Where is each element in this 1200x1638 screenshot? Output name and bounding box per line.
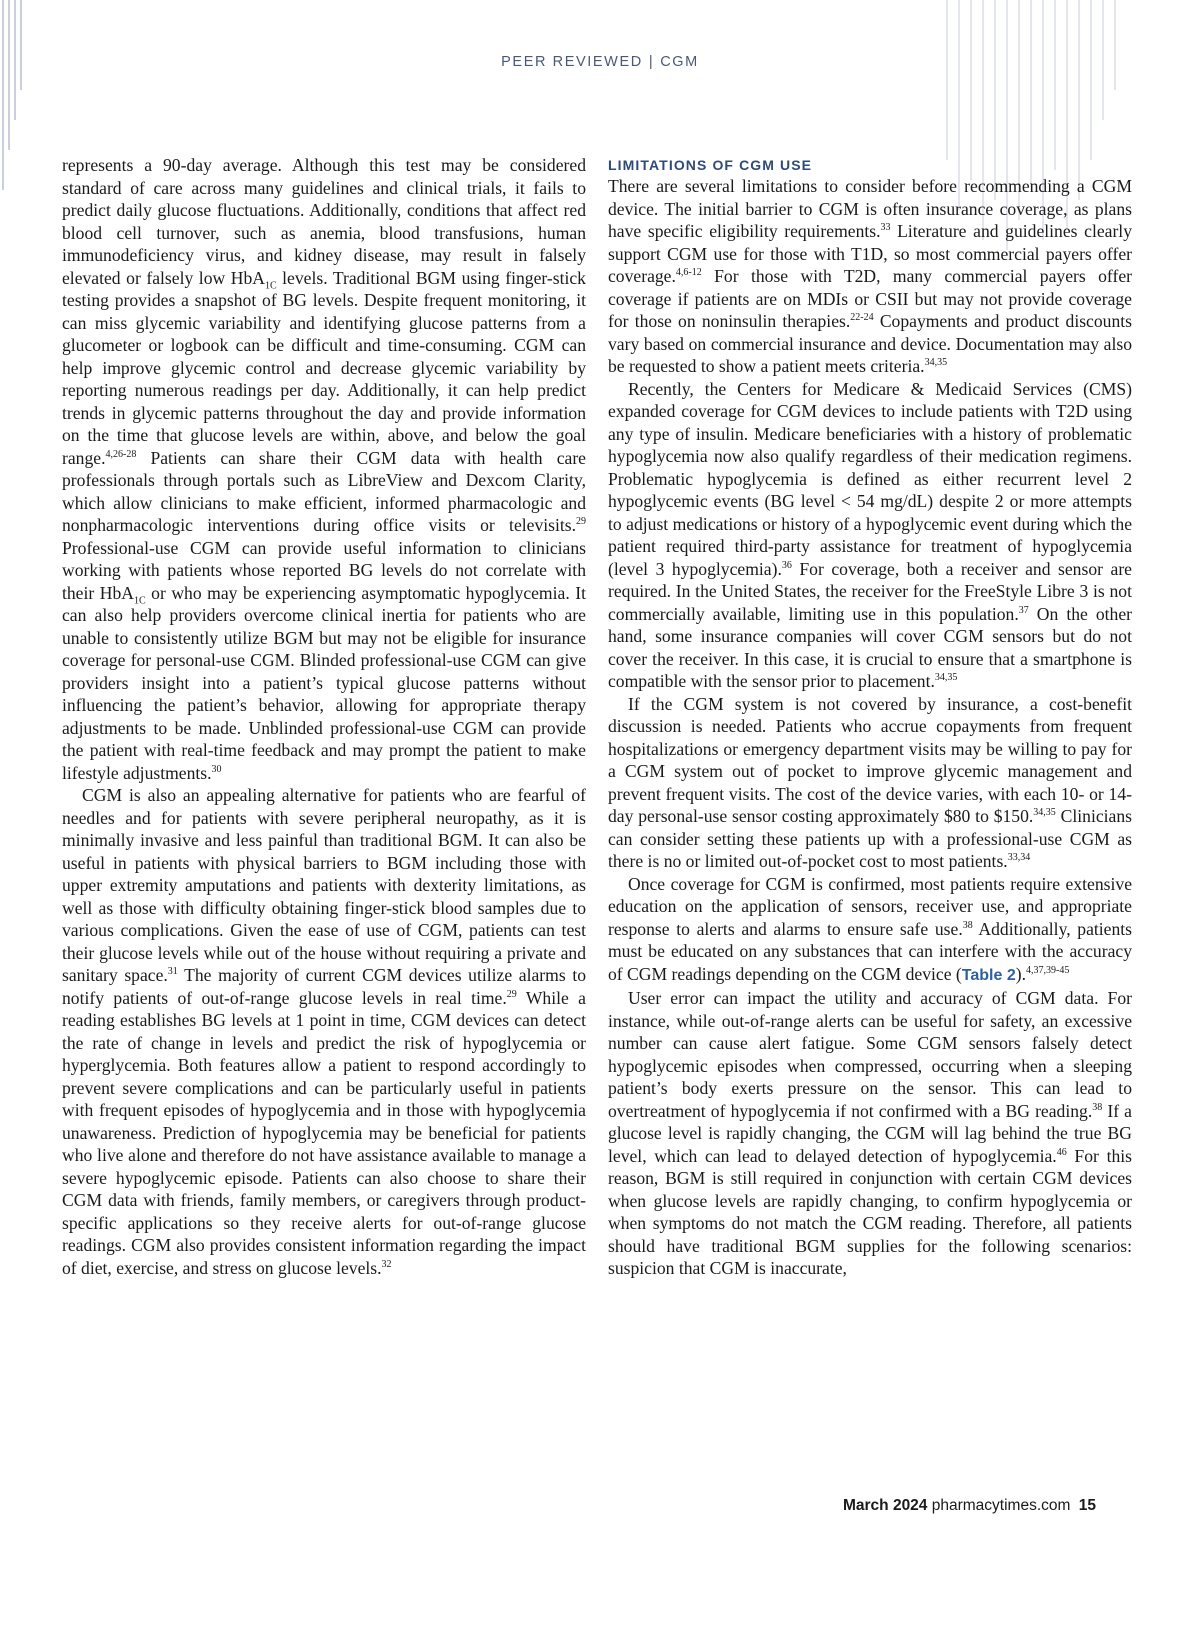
paragraph: If the CGM system is not covered by insurance, a cost-benefit discussion is needed. Patients who accrue copayments from frequent hospitalizations or emergency department visits may be willing to pay for a CGM system out of pocket to improve glycemic management and prevent frequent visits. The cost of the device varies, with each 10- or 14-day personal-use sensor costing approximately $80 to $150.$^{34,35}$ Clinicians can consider setting these patients up with a professional-use CGM as there is no or limited out-of-pocket cost to most patients.$^{33,34}$ — [608, 693, 1132, 871]
footer-site: pharmacytimes.com — [931, 1497, 1071, 1514]
table-2-link[interactable]: Table 2 — [961, 966, 1016, 984]
footer-date: March 2024 — [842, 1497, 928, 1514]
page-number: 15 — [1078, 1497, 1096, 1514]
page-footer — [843, 1497, 1096, 1515]
header-section: PEER REVIEWED — [501, 54, 643, 70]
paragraph: User error can impact the utility and accuracy of CGM data. For instance, while out-of-range alerts can be useful for safety, an excessive number can cause alert fatigue. Some CGM sensors falsely detect hypoglycemic episodes when compressed, occurring when a sleeping patient’s body exerts pressure on the sensor. This can lead to overtreatment of hypoglycemia if not confirmed with a BG reading.$^{38}$ If a glucose level is rapidly changing, the CGM will lag behind the true BG level, which can lead to delayed detection of hypoglycemia.$^{46}$ For this reason, BGM is still required in conjunction with certain CGM devices when glucose levels are rapidly changing, to confirm hypoglycemia or when symptoms do not match the CGM reading. Therefore, all patients should have traditional BGM supplies for the following scenarios: suspicion that CGM is inaccurate, — [608, 988, 1132, 1278]
running-header — [0, 54, 1200, 70]
paragraph: There are several limitations to consider before recommending a CGM device. The initial barrier to CGM is often insurance coverage, as plans have specific eligibility requirements.$^{33}$ Literature and guidelines clearly support CGM use for those with T1D, so most commercial payers offer coverage.$^{4,6-12}$ For those with T2D, many commercial payers offer coverage if patients are on MDIs or CSII but may not provide coverage for those on noninsulin therapies.$^{22-24}$ Copayments and product discounts vary based on commercial insurance and device. Documentation may also be requested to show a patient meets criteria.$^{34,35}$ — [608, 176, 1132, 376]
header-topic: CGM — [660, 54, 699, 70]
header-separator: | — [648, 54, 655, 70]
right-column — [608, 156, 1132, 1280]
paragraph: Once coverage for CGM is confirmed, most patients require extensive education on the application of sensors, receiver use, and appropriate response to alerts and alarms to ensure safe use.$^{38}$ Additionally, patients must be educated on any substances that can interfere with the accuracy of CGM readings depending on the CGM device (Table 2).$^{4,37,39-45}$ — [608, 873, 1133, 984]
paragraph: Recently, the Centers for Medicare & Medicaid Services (CMS) expanded coverage for CGM devices to include patients with T2D using any type of insulin. Medicare beneficiaries with a history of problematic hypoglycemia now also qualify regardless of their medication regimens. Problematic hypoglycemia is defined as either recurrent level 2 hypoglycemic events (BG level < 54 mg/dL) despite 2 or more attempts to adjust medications or history of a hypoglycemic event during which the patient required third-party assistance for treatment of hypoglycemia (level 3 hypoglycemia).$^{36}$ For coverage, both a receiver and sensor are required. In the United States, the receiver for the FreeStyle Libre 3 is not commercially available, limiting use in this population.$^{37}$ On the other hand, some insurance companies will cover CGM sensors but do not cover the receiver. In this case, it is crucial to ensure that a smartphone is compatible with the sensor prior to placement.$^{34,35}$ — [608, 378, 1132, 691]
paragraph: represents a 90-day average. Although this test may be considered standard of care across many guidelines and clinical trials, it fails to predict daily glucose fluctuations. Additionally, conditions that affect red blood cell turnover, such as anemia, blood transfusions, human immunodeficiency virus, and kidney disease, may result in falsely elevated or falsely low HbA$_{1C}$ levels. Traditional BGM using finger-stick testing provides a snapshot of BG levels. Despite frequent monitoring, it can miss glycemic variability and identifying glucose patterns from a glucometer or logbook can be difficult and time-consuming. CGM can help improve glycemic control and decrease glycemic variability by reporting numerous readings per day. Additionally, it can help predict trends in glycemic patterns throughout the day and provide information on the time that glucose levels are within, above, and below the goal range.$^{4,26-28}$ Patients can share their CGM data with health care professionals through portals such as LibreView and Dexcom Clarity, which allow clinicians to make efficient, informed pharmacologic and nonpharmacologic interventions during office visits or televisits.$^{29}$ Professional-use CGM can provide useful information to clinicians working with patients whose reported BG levels do not correlate with their HbA$_{1C}$ or who may be experiencing asymptomatic hypoglycemia. It can also help providers overcome clinical inertia for patients who are unable to consistently utilize BGM but may not be eligible for insurance coverage for personal-use CGM. Blinded professional-use CGM can give providers insight into a patient’s typical glucose patterns without influencing the patient’s behavior, allowing for appropriate therapy adjustments to be made. Unblinded professional-use CGM can provide the patient with real-time feedback and may prompt the patient to make lifestyle adjustments.$^{30}$ — [62, 155, 586, 783]
decorative-stripes-left — [0, 0, 32, 200]
left-column — [62, 154, 586, 1279]
section-heading: LIMITATIONS OF CGM USE — [608, 157, 813, 173]
paragraph: CGM is also an appealing alternative for patients who are fearful of needles and for patients with severe peripheral neuropathy, as it is minimally invasive and less painful than traditional BGM. It can also be useful in patients with physical barriers to BGM including those with upper extremity amputations and patients with dexterity limitations, as well as those with difficulty obtaining finger-stick blood samples due to various complications. Given the ease of use of CGM, patients can test their glucose levels while out of the house without requiring a private and sanitary space.$^{31}$ The majority of current CGM devices utilize alarms to notify patients of out-of-range glucose levels in real time.$^{29}$ While a reading establishes BG levels at 1 point in time, CGM devices can detect the rate of change in levels and predict the risk of hypoglycemia or hyperglycemia. Both features allow a patient to respond accordingly to prevent severe complications and can be particularly useful in patients with frequent episodes of hypoglycemia and in those with hypoglycemia unawareness. Prediction of hypoglycemia may be beneficial for patients who live alone and therefore do not have assistance available to manage a severe hypoglycemic episode. Patients can also choose to share their CGM data with friends, family members, or caregivers through product-specific applications so they receive alerts for out-of-range glucose readings. CGM also provides consistent information regarding the impact of diet, exercise, and stress on glucose levels.$^{32}$ — [62, 785, 586, 1278]
